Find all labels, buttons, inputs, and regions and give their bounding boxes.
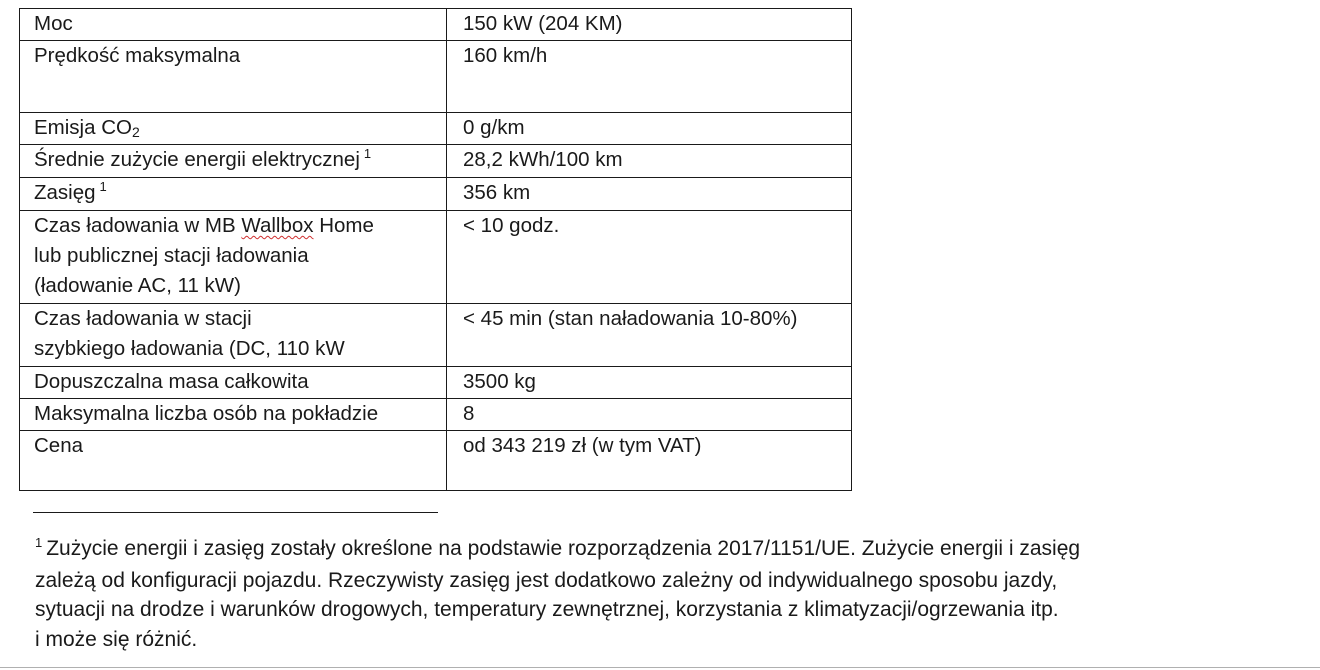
footnote-reference: 1 [363,146,372,161]
label-text: Dopuszczalna masa całkowita [34,370,309,393]
value-text: 3500 kg [463,370,536,393]
row-value [447,9,852,41]
footnote-text: Zużycie energii i zasięg zostały określone na podstawie rozporządzenia 2017/1151/UE. Zużycie energii i zasięg [46,537,1081,560]
label-text: Średnie zużycie energii elektrycznej [34,148,360,171]
label-text: Prędkość maksymalna [34,44,241,67]
table-row [20,145,852,178]
table-row [20,211,852,304]
label-text: Emisja CO [34,116,132,139]
subscript: 2 [131,124,140,140]
value-text: < 10 godz. [463,214,560,237]
spellcheck-flagged-word[interactable]: Wallbox [241,214,314,237]
row-label [20,399,447,431]
footnote-line: i może się różnić. [35,627,198,651]
label-text: Home [313,214,374,237]
value-text: 0 g/km [463,116,525,139]
value-text: 8 [463,402,475,425]
row-label [20,367,447,399]
row-value [447,431,852,491]
row-value [447,178,852,211]
label-text: Zasięg [34,181,96,204]
table-row [20,304,852,367]
value-text: < 45 min (stan naładowania 10-80%) [463,307,798,330]
footnote-marker: 1 [35,535,43,550]
specifications-table [19,8,852,491]
row-label [20,145,447,178]
row-label [20,431,447,491]
value-text: 356 km [463,181,531,204]
footnote-separator [33,512,438,513]
row-value [447,399,852,431]
label-text: Czas ładowania w MB [34,214,242,237]
row-value [447,211,852,304]
row-value [447,41,852,113]
table-row [20,178,852,211]
row-label [20,41,447,113]
row-label [20,304,447,367]
page-bottom-edge [0,667,1320,668]
value-text: od 343 219 zł (w tym VAT) [463,434,702,457]
label-text: Cena [34,434,84,457]
value-text: 150 kW (204 KM) [463,12,623,35]
table-row [20,431,852,491]
label-line: lub publicznej stacji ładowania [34,244,309,267]
value-text: 28,2 kWh/100 km [463,148,623,171]
value-text: 160 km/h [463,44,548,67]
row-value [447,367,852,399]
row-label [20,113,447,145]
label-line: szybkiego ładowania (DC, 110 kW [34,337,345,360]
footnote-reference: 1 [99,179,107,194]
row-value [447,304,852,367]
row-label [20,178,447,211]
table-row [20,399,852,431]
label-line [34,211,446,241]
row-label [20,9,447,41]
label-text: Moc [34,12,73,35]
table-row [20,367,852,399]
row-label [20,211,447,304]
table-row [20,41,852,113]
table-row [20,9,852,41]
footnote-line: zależą od konfiguracji pojazdu. Rzeczywisty zasięg jest dodatkowo zależny od indywidualnego sposobu jazdy, [35,568,1058,592]
row-value [447,145,852,178]
footnote-line: sytuacji na drodze i warunków drogowych, temperatury zewnętrznej, korzystania z klimatyzacji/ogrzewania itp. [35,598,1059,621]
label-line: (ładowanie AC, 11 kW) [34,274,241,297]
table-row [20,113,852,145]
row-value [447,113,852,145]
footnote-line [35,534,1315,566]
footnote [35,534,1315,654]
label-line: Czas ładowania w stacji [34,307,252,330]
label-text: Maksymalna liczba osób na pokładzie [34,402,379,425]
